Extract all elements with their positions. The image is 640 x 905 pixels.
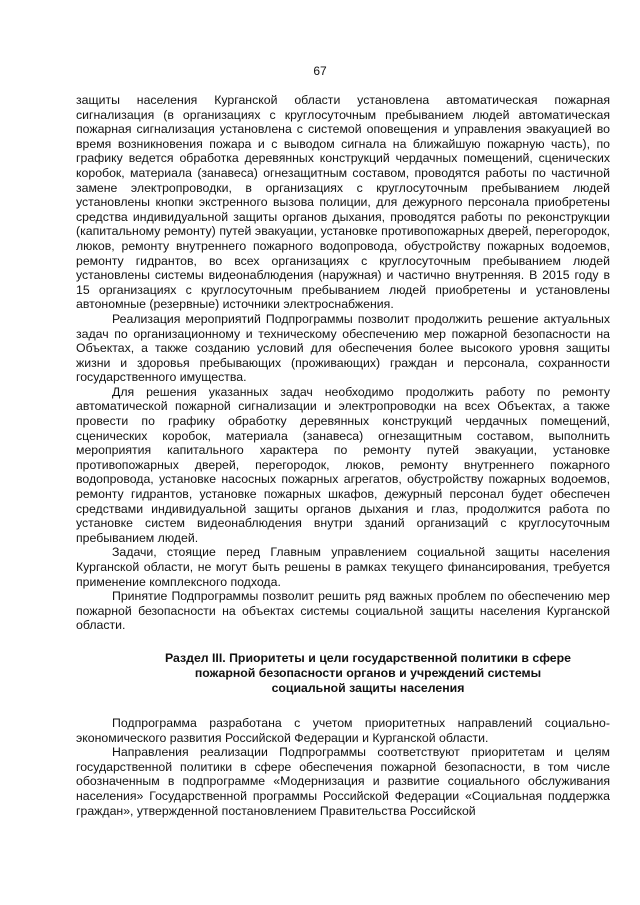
- document-body: [76, 93, 610, 818]
- paragraph-adoption: Принятие Подпрограммы позволит решить ряд важных проблем по обеспечению мер пожарной безопасности на объектах системы социальной защиты населения Курганской области.: [76, 589, 610, 633]
- page-number: 67: [313, 64, 327, 78]
- paragraph-continuation: защиты населения Курганской области установлена автоматическая пожарная сигнализация (в организациях с круглосуточным пребыванием людей автоматическая пожарная сигнализация установлена с системой оповещения и управления эвакуацией во время возникновения пожара и с выводом сигнала на ближайшую пожарную часть), по графику ведется обработка деревянных конструкций чердачных помещений, сценических коробок, материала (занавеса) огнезащитным составом, проводятся работы по частичной замене электропроводки, в организациях с круглосуточным пребыванием людей установлены кнопки экстренного вызова полиции, для дежурного персонала приобретены средства индивидуальной защиты органов дыхания, проводятся работы по реконструкции (капитальному ремонту) путей эвакуации, установке противопожарных дверей, перегородок, люков, ремонту внутреннего пожарного водопровода, обустройству пожарных водоемов, ремонту гидрантов, во всех организациях с круглосуточным пребыванием людей установлены системы видеонаблюдения (наружная) и частично внутренняя. В 2015 году в 15 организациях с круглосуточным пребыванием людей приобретены и установлены автономные (резервные) источники электроснабжения.: [76, 93, 610, 312]
- paragraph-funding: Задачи, стоящие перед Главным управлением социальной защиты населения Курганской области, не могут быть решены в рамках текущего финансирования, требуется применение комплексного подхода.: [76, 545, 610, 589]
- section-heading-line-1: Раздел III. Приоритеты и цели государственной политики в сфере: [165, 650, 571, 665]
- paragraph-development: Подпрограмма разработана с учетом приоритетных направлений социально-экономического развития Российской Федерации и Курганской области.: [76, 715, 610, 745]
- paragraph-directions: Направления реализации Подпрограммы соответствуют приоритетам и целям государственной политики в сфере обеспечения пожарной безопасности, в том числе обозначенным в подпрограмме «Модернизация и развитие социального обслуживания населения» Государственной программы Российской Федерации «Социальная поддержка граждан», утвержденной постановлением Правительства Российской: [76, 745, 610, 818]
- section-heading-line-3: социальной защиты населения: [271, 680, 465, 695]
- section-heading: [76, 651, 610, 696]
- paragraph-implementation: Реализация мероприятий Подпрограммы позволит продолжить решение актуальных задач по организационному и техническому обеспечению мер пожарной безопасности на Объектах, а также созданию условий для обеспечения более высокого уровня защиты жизни и здоровья пребывающих (проживающих) граждан и персонала, сохранности государственного имущества.: [76, 311, 610, 385]
- paragraph-tasks: Для решения указанных задач необходимо продолжить работу по ремонту автоматической пожарной сигнализации и электропроводки на всех Объектах, а также провести по графику обработку деревянных конструкций чердачных помещений, сценических коробок, материала (занавеса) огнезащитным составом, выполнить мероприятия капитального характера по ремонту путей эвакуации, установке противопожарных дверей, перегородок, люков, ремонту внутреннего пожарного водопровода, установке насосных пожарных агрегатов, обустройству пожарных водоемов, ремонту гидрантов, установке пожарных шкафов, дежурный персонал будет обеспечен средствами индивидуальной защиты органов дыхания и глаз, продолжится работа по установке систем видеонаблюдения внутри зданий организаций с круглосуточным пребыванием людей.: [76, 384, 610, 545]
- section-heading-line-2: пожарной безопасности органов и учреждений системы: [194, 665, 542, 680]
